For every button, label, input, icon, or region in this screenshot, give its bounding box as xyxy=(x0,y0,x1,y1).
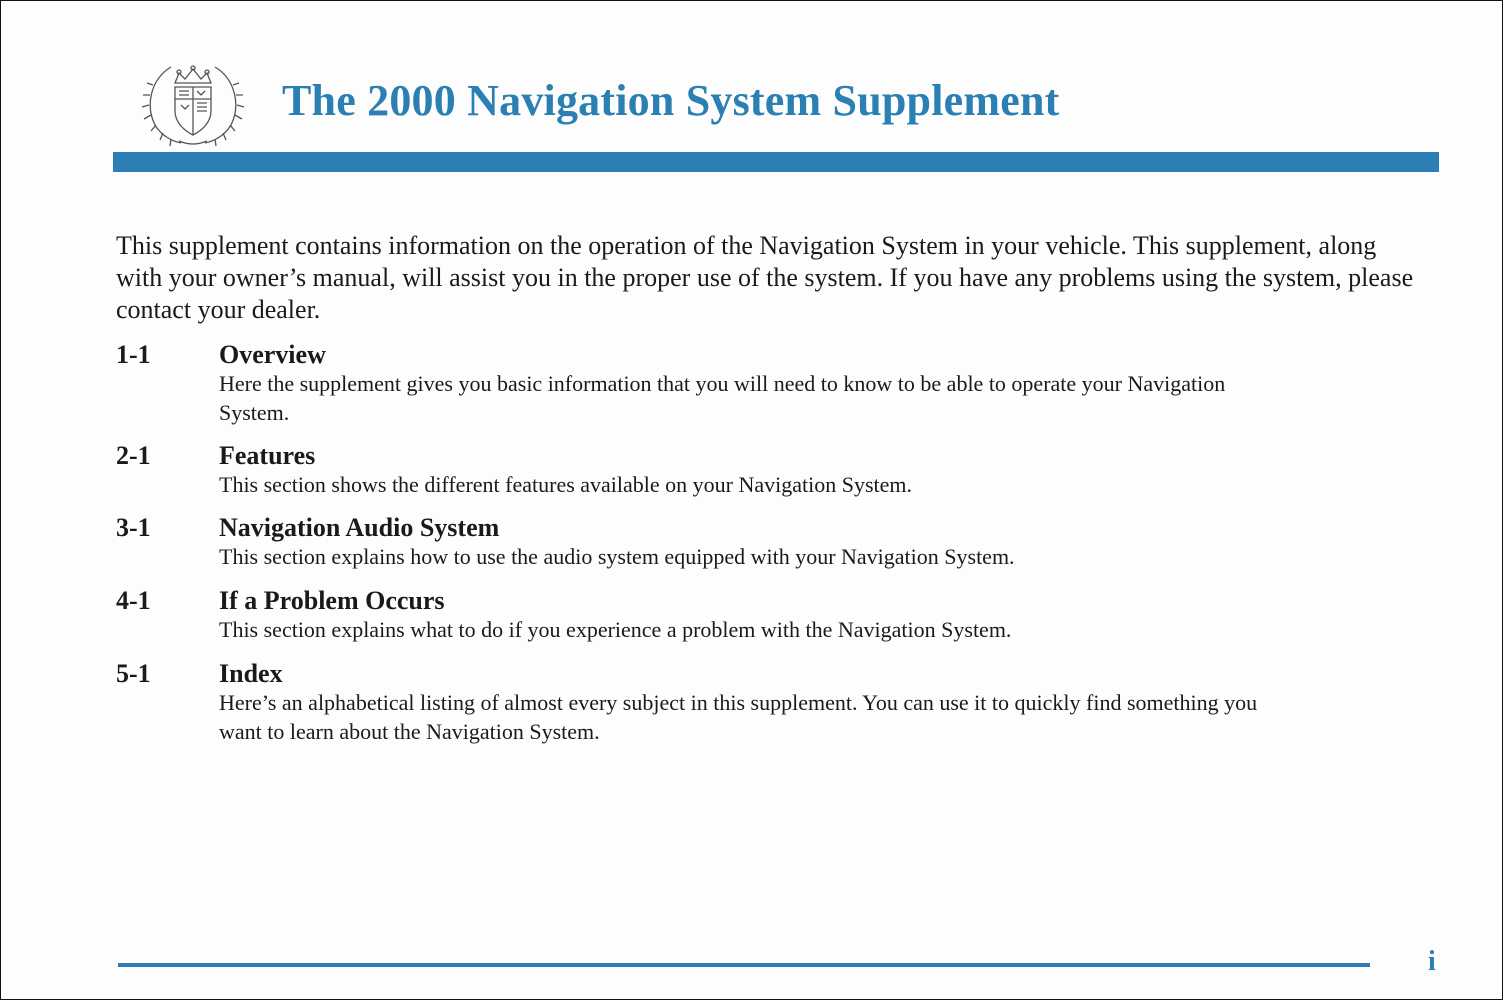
section-number: 2-1 xyxy=(116,441,151,470)
section-number: 5-1 xyxy=(116,659,151,688)
section-description: Here’s an alphabetical listing of almost every subject in this supplement. You can use it to quickly find something you want to learn about the Navigation System. xyxy=(219,690,1258,744)
page-title: The 2000 Navigation System Supplement xyxy=(282,76,1060,125)
section-title: Features xyxy=(219,441,316,470)
cadillac-crest-wreath-icon xyxy=(141,55,245,151)
title-divider-bar xyxy=(113,152,1439,172)
section-number: 3-1 xyxy=(116,513,151,542)
section-description: Here the supplement gives you basic information that you will need to know to be able to operate your Navigation System. xyxy=(219,371,1226,425)
intro-paragraph: This supplement contains information on the operation of the Navigation System in your vehicle. This supplement, along with your owner’s manual, will assist you in the proper use of the system. If you have any problems using the system, please contact your dealer. xyxy=(116,231,1414,324)
section-description: This section explains what to do if you experience a problem with the Navigation System. xyxy=(219,617,1012,642)
section-description: This section explains how to use the audio system equipped with your Navigation System. xyxy=(219,544,1015,569)
section-title: Navigation Audio System xyxy=(219,513,500,542)
section-title: If a Problem Occurs xyxy=(219,586,445,615)
section-number: 4-1 xyxy=(116,586,151,615)
section-description: This section shows the different features available on your Navigation System. xyxy=(219,472,913,497)
section-number: 1-1 xyxy=(116,340,151,369)
footer-divider-bar xyxy=(118,963,1370,967)
section-title: Overview xyxy=(219,340,326,369)
page-number: i xyxy=(1428,946,1436,977)
section-title: Index xyxy=(219,659,283,688)
